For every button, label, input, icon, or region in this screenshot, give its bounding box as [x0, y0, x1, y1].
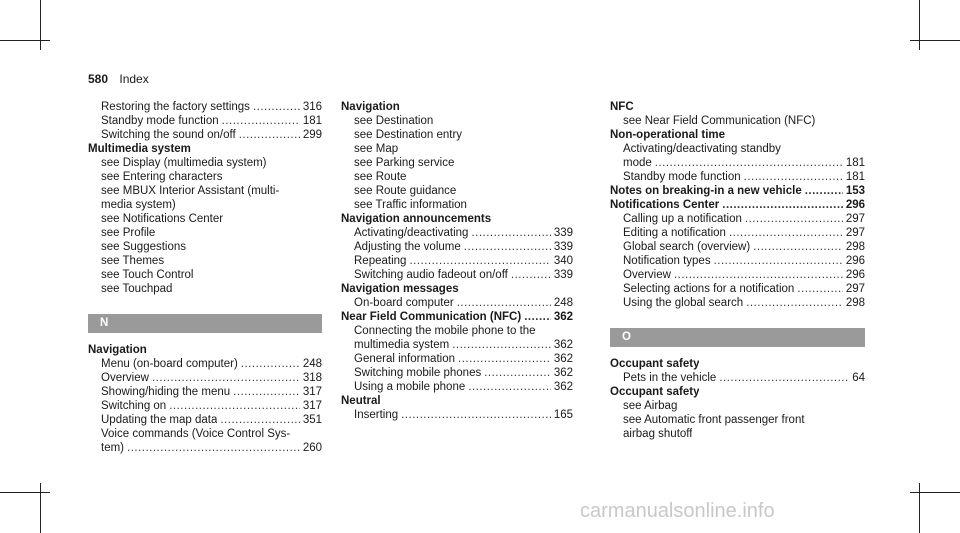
- entry-text: Using the global search: [623, 297, 744, 309]
- page-reference: 340: [553, 255, 573, 267]
- page-reference: 339: [553, 269, 573, 281]
- index-subentry: [341, 184, 573, 198]
- index-heading: [610, 128, 865, 142]
- page-reference: 297: [845, 227, 865, 239]
- index-subentry: [610, 268, 865, 282]
- index-subentry: [88, 282, 322, 296]
- entry-text: Notes on breaking-in a new vehicle: [610, 185, 802, 197]
- entry-text: Pets in the vehicle: [623, 372, 717, 384]
- dot-leader: [744, 170, 843, 184]
- dot-leader: [220, 413, 299, 427]
- crop-mark: [910, 492, 960, 493]
- entry-text: media system): [101, 199, 176, 211]
- entry-text: Calling up a notification: [623, 213, 742, 225]
- entry-text: Selecting actions for a notification: [623, 283, 795, 295]
- page-reference: 318: [302, 372, 322, 384]
- entry-text: see Automatic front passenger front: [623, 414, 805, 426]
- entry-text: Neutral: [341, 395, 381, 407]
- index-heading: [341, 394, 573, 408]
- dot-leader: [729, 226, 843, 240]
- index-subentry: [341, 240, 573, 254]
- entry-text: Near Field Communication (NFC): [341, 311, 522, 323]
- entry-text: Navigation messages: [341, 283, 459, 295]
- index-subentry: [88, 371, 322, 385]
- entry-text: Menu (on-board computer): [101, 358, 238, 370]
- crop-mark: [40, 483, 41, 533]
- entry-text: Restoring the factory settings: [101, 101, 250, 113]
- index-subentry: [341, 156, 573, 170]
- entry-text: see Touchpad: [101, 283, 173, 295]
- page-reference: 298: [845, 297, 865, 309]
- index-subentry: [341, 198, 573, 212]
- index-subentry: [341, 352, 573, 366]
- dot-leader: [674, 268, 843, 282]
- page-reference: 339: [553, 227, 573, 239]
- dot-leader: [241, 357, 300, 371]
- entry-text: see Route: [354, 171, 407, 183]
- entry-text: Navigation: [88, 344, 147, 356]
- page-reference: 181: [845, 157, 865, 169]
- index-heading: [341, 282, 573, 296]
- entry-text: Standby mode function: [623, 171, 741, 183]
- dot-leader: [409, 254, 550, 268]
- crop-mark: [910, 40, 960, 41]
- index-subentry: [610, 170, 865, 184]
- dot-leader: [655, 156, 843, 170]
- entry-text: Occupant safety: [610, 386, 700, 398]
- entry-text: airbag shutoff: [623, 428, 693, 440]
- entry-text: see Airbag: [623, 400, 678, 412]
- page-reference: 297: [845, 213, 865, 225]
- page-reference: 299: [302, 129, 322, 141]
- index-subentry: [341, 324, 573, 338]
- page-reference: 362: [553, 339, 573, 351]
- index-heading: [610, 385, 865, 399]
- page-reference: 248: [302, 358, 322, 370]
- dot-leader: [746, 296, 843, 310]
- entry-text: Using a mobile phone: [354, 381, 466, 393]
- page-reference: 297: [845, 283, 865, 295]
- index-subentry: [610, 156, 865, 170]
- entry-text: multimedia system: [354, 339, 450, 351]
- index-subentry: [341, 128, 573, 142]
- entry-text: see Display (multimedia system): [101, 157, 267, 169]
- crop-mark: [919, 483, 920, 533]
- index-subentry: [88, 357, 322, 371]
- entry-text: Multimedia system: [88, 143, 191, 155]
- index-column-3: [610, 100, 865, 441]
- crop-mark: [40, 0, 41, 50]
- dot-leader: [468, 380, 551, 394]
- index-subentry: [610, 282, 865, 296]
- entry-text: Showing/hiding the menu: [101, 386, 231, 398]
- dot-leader: [722, 198, 843, 212]
- index-subentry: [88, 427, 322, 441]
- page-title: Index: [119, 72, 149, 86]
- dot-leader: [797, 282, 842, 296]
- index-subentry: [341, 226, 573, 240]
- entry-text: see Traffic information: [354, 199, 467, 211]
- entry-text: Overview: [623, 269, 671, 281]
- dot-leader: [511, 268, 551, 282]
- dot-leader: [719, 371, 849, 385]
- entry-text: see Destination entry: [354, 129, 463, 141]
- entry-text: Global search (overview): [623, 241, 751, 253]
- entry-text: Overview: [101, 372, 149, 384]
- crop-mark: [919, 0, 920, 50]
- index-subentry: [88, 114, 322, 128]
- dot-leader: [484, 366, 551, 380]
- page-reference: 362: [553, 311, 573, 323]
- page-reference: 362: [553, 353, 573, 365]
- page-reference: 165: [553, 409, 573, 421]
- index-subentry: [341, 170, 573, 184]
- page-reference: 298: [845, 241, 865, 253]
- entry-text: Adjusting the volume: [354, 241, 461, 253]
- page-reference: 339: [553, 241, 573, 253]
- entry-text: Updating the map data: [101, 414, 218, 426]
- index-subentry: [341, 254, 573, 268]
- page-reference: 317: [302, 386, 322, 398]
- entry-text: see Profile: [101, 227, 156, 239]
- index-subentry: [341, 114, 573, 128]
- page-reference: 260: [302, 442, 322, 454]
- dot-leader: [745, 212, 843, 226]
- index-subentry: [610, 212, 865, 226]
- index-subentry: [88, 170, 322, 184]
- index-subentry: [610, 240, 865, 254]
- entry-text: see Entering characters: [101, 171, 223, 183]
- page-reference: 64: [852, 372, 865, 384]
- entry-text: Non-operational time: [610, 129, 726, 141]
- index-subentry: [610, 371, 865, 385]
- dot-leader: [233, 385, 300, 399]
- entry-text: see Near Field Communication (NFC): [623, 115, 816, 127]
- index-subentry: [88, 226, 322, 240]
- dot-leader: [524, 310, 551, 324]
- page-reference: 296: [845, 199, 865, 211]
- entry-text: Repeating: [354, 255, 407, 267]
- index-subentry: [610, 254, 865, 268]
- dot-leader: [169, 399, 300, 413]
- page-reference: 181: [302, 115, 322, 127]
- index-subentry: [88, 184, 322, 198]
- page-reference: 362: [553, 367, 573, 379]
- index-subentry: [88, 254, 322, 268]
- index-subentry: [88, 268, 322, 282]
- index-subentry: [610, 296, 865, 310]
- page-reference: 351: [302, 414, 322, 426]
- entry-text: Standby mode function: [101, 115, 219, 127]
- page-reference: 296: [845, 269, 865, 281]
- entry-text: see Touch Control: [101, 269, 194, 281]
- index-subentry: [610, 114, 865, 128]
- index-subentry: [341, 338, 573, 352]
- entry-text: On-board computer: [354, 297, 454, 309]
- index-subentry: [610, 413, 865, 427]
- entry-text: Switching on: [101, 400, 167, 412]
- page-reference: 296: [845, 255, 865, 267]
- entry-text: Notifications Center: [610, 199, 720, 211]
- entry-text: mode: [623, 157, 652, 169]
- index-subentry: [610, 399, 865, 413]
- index-column-1: [88, 100, 322, 455]
- index-heading: [610, 184, 865, 198]
- index-subentry: [88, 100, 322, 114]
- index-subentry: [610, 427, 865, 441]
- crop-mark: [0, 492, 50, 493]
- index-heading: [610, 198, 865, 212]
- dot-leader: [714, 254, 843, 268]
- dot-leader: [127, 441, 300, 455]
- entry-text: Connecting the mobile phone to the: [354, 325, 536, 337]
- dot-leader: [452, 338, 551, 352]
- index-subentry: [341, 408, 573, 422]
- index-heading: [341, 100, 573, 114]
- index-subentry: [88, 212, 322, 226]
- entry-text: Inserting: [354, 409, 399, 421]
- entry-text: Navigation announcements: [341, 213, 492, 225]
- dot-leader: [457, 296, 551, 310]
- index-subentry: [88, 441, 322, 455]
- index-heading: [341, 310, 573, 324]
- page-reference: 181: [845, 171, 865, 183]
- index-subentry: [88, 156, 322, 170]
- index-subentry: [610, 142, 865, 156]
- dot-leader: [152, 371, 300, 385]
- watermark: carmanualsonline.info: [580, 500, 775, 522]
- entry-text: Activating/deactivating: [354, 227, 469, 239]
- index-heading: [88, 142, 322, 156]
- entry-text: NFC: [610, 101, 634, 113]
- page-reference: 362: [553, 381, 573, 393]
- index-heading: [610, 357, 865, 371]
- index-subentry: [88, 385, 322, 399]
- page-header: [88, 72, 149, 86]
- entry-text: Navigation: [341, 101, 400, 113]
- entry-text: see Destination: [354, 115, 434, 127]
- dot-leader: [253, 100, 300, 114]
- entry-text: General information: [354, 353, 455, 365]
- entry-text: see MBUX Interior Assistant (multi-: [101, 185, 280, 197]
- entry-text: see Suggestions: [101, 241, 187, 253]
- index-subentry: [88, 399, 322, 413]
- index-column-2: [341, 100, 573, 422]
- page-number: 580: [88, 72, 109, 86]
- index-subentry: [341, 296, 573, 310]
- index-subentry: [88, 198, 322, 212]
- index-subentry: [88, 240, 322, 254]
- entry-text: see Themes: [101, 255, 165, 267]
- entry-text: Voice commands (Voice Control Sys-: [101, 428, 291, 440]
- crop-mark: [0, 40, 50, 41]
- entry-text: Switching mobile phones: [354, 367, 482, 379]
- section-letter: N: [88, 314, 322, 333]
- dot-leader: [458, 352, 551, 366]
- entry-text: Occupant safety: [610, 358, 700, 370]
- dot-leader: [239, 128, 300, 142]
- index-subentry: [88, 413, 322, 427]
- entry-text: see Parking service: [354, 157, 455, 169]
- dot-leader: [471, 226, 550, 240]
- entry-text: tem): [101, 442, 124, 454]
- dot-leader: [401, 408, 551, 422]
- page-reference: 248: [553, 297, 573, 309]
- dot-leader: [805, 184, 843, 198]
- page-reference: 153: [845, 185, 865, 197]
- index-subentry: [341, 268, 573, 282]
- entry-text: see Map: [354, 143, 399, 155]
- section-letter: O: [610, 328, 865, 347]
- dot-leader: [222, 114, 300, 128]
- index-heading: [88, 343, 322, 357]
- entry-text: Notification types: [623, 255, 711, 267]
- index-subentry: [341, 142, 573, 156]
- index-subentry: [341, 380, 573, 394]
- index-subentry: [341, 366, 573, 380]
- entry-text: see Route guidance: [354, 185, 457, 197]
- dot-leader: [464, 240, 551, 254]
- index-subentry: [610, 226, 865, 240]
- index-heading: [610, 100, 865, 114]
- index-subentry: [88, 128, 322, 142]
- entry-text: Activating/deactivating standby: [623, 143, 781, 155]
- entry-text: see Notifications Center: [101, 213, 224, 225]
- page-reference: 317: [302, 400, 322, 412]
- entry-text: Editing a notification: [623, 227, 726, 239]
- entry-text: Switching audio fadeout on/off: [354, 269, 508, 281]
- index-heading: [341, 212, 573, 226]
- page-reference: 316: [302, 101, 322, 113]
- entry-text: Switching the sound on/off: [101, 129, 236, 141]
- dot-leader: [753, 240, 843, 254]
